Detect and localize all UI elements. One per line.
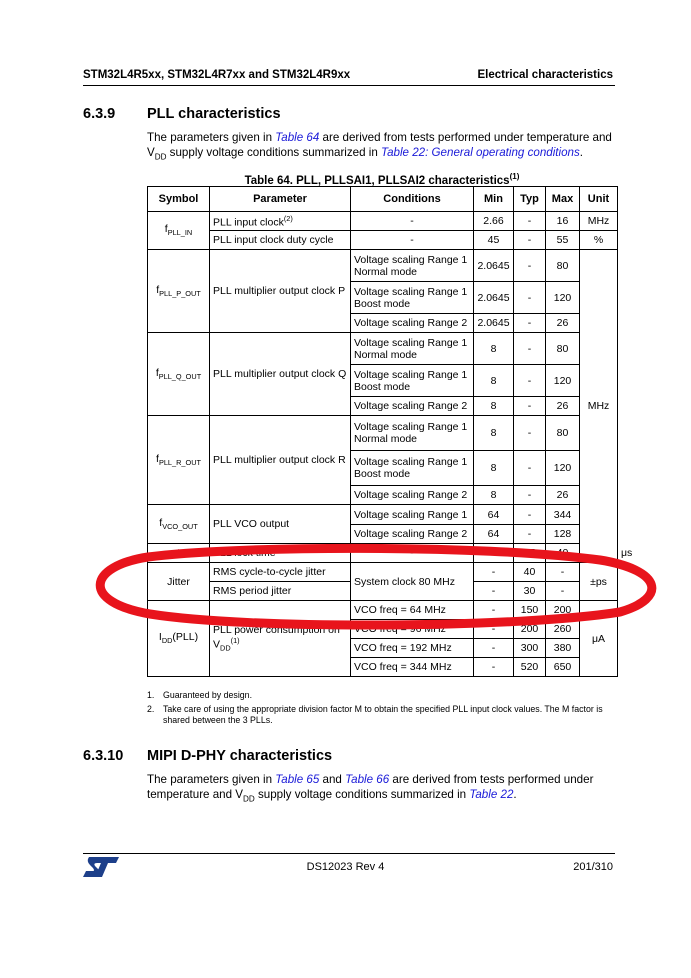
min-cell: - bbox=[474, 601, 514, 620]
typ-cell: - bbox=[514, 416, 546, 451]
min-cell: - bbox=[474, 582, 514, 601]
conditions-cell: - bbox=[351, 231, 474, 250]
symbol-sub: PLL_R_OUT bbox=[158, 458, 201, 468]
parameter-text: PLL input clock bbox=[213, 216, 284, 229]
text: . bbox=[513, 788, 517, 801]
unit-cell: % bbox=[580, 231, 618, 250]
caption-footnote: (1) bbox=[509, 172, 520, 181]
parameter-cell: PLL multiplier output clock R bbox=[210, 416, 351, 505]
symbol-cell bbox=[148, 333, 210, 416]
parameter-cell bbox=[210, 212, 351, 231]
typ-cell: - bbox=[514, 231, 546, 250]
max-cell: 200 bbox=[546, 601, 580, 620]
conditions-cell: Voltage scaling Range 2 bbox=[351, 314, 474, 333]
typ-cell: - bbox=[514, 314, 546, 333]
max-cell: 26 bbox=[546, 314, 580, 333]
column-header: Unit bbox=[580, 187, 618, 212]
conditions-cell bbox=[351, 365, 474, 397]
column-header: Symbol bbox=[148, 187, 210, 212]
footnotes bbox=[147, 690, 617, 729]
column-header: Typ bbox=[514, 187, 546, 212]
typ-cell: - bbox=[514, 250, 546, 282]
parameter-cell: RMS cycle-to-cycle jitter bbox=[210, 563, 351, 582]
min-cell: 64 bbox=[474, 505, 514, 525]
symbol-sub: DD bbox=[161, 636, 173, 646]
symbol-text: f bbox=[156, 452, 159, 465]
text: are derived from tests performed under temperature and bbox=[319, 131, 612, 144]
table-row bbox=[148, 563, 618, 582]
condition-line: Boost mode bbox=[354, 297, 411, 310]
footnote-text: Guaranteed by design. bbox=[163, 690, 253, 700]
condition-line: Voltage scaling Range 1 bbox=[354, 336, 468, 349]
conditions-cell: - bbox=[351, 212, 474, 231]
section-paragraph bbox=[147, 772, 617, 806]
section-paragraph bbox=[147, 130, 617, 164]
min-cell: - bbox=[474, 620, 514, 639]
conditions-cell: VCO freq = 192 MHz bbox=[351, 639, 474, 658]
min-cell: 45 bbox=[474, 231, 514, 250]
conditions-cell: Voltage scaling Range 1 bbox=[351, 505, 474, 525]
parameter-cell bbox=[210, 601, 351, 677]
conditions-cell: - bbox=[351, 544, 474, 563]
parameter-sub: DD bbox=[220, 643, 231, 653]
parameter-cell: PLL input clock duty cycle bbox=[210, 231, 351, 250]
max-cell: 344 bbox=[546, 505, 580, 525]
table-row bbox=[148, 416, 618, 451]
text: The parameters given in bbox=[147, 131, 276, 144]
typ-cell: 15 bbox=[514, 544, 546, 563]
footnote-text: Take care of using the appropriate division factor M to obtain the specified PLL input clock values. The M factor is shared between the 3 PLLs. bbox=[163, 704, 603, 725]
max-cell: 80 bbox=[546, 250, 580, 282]
min-cell: 8 bbox=[474, 365, 514, 397]
typ-cell: 150 bbox=[514, 601, 546, 620]
footnote-number: 1. bbox=[147, 690, 155, 700]
min-cell: 2.0645 bbox=[474, 314, 514, 333]
typ-cell: - bbox=[514, 505, 546, 525]
symbol-text: f bbox=[155, 366, 159, 379]
max-cell: - bbox=[546, 563, 580, 582]
section-title: PLL characteristics bbox=[147, 106, 281, 122]
max-cell: 380 bbox=[546, 639, 580, 658]
symbol-cell bbox=[148, 250, 210, 333]
max-cell: 40 bbox=[546, 544, 580, 563]
column-header: Max bbox=[546, 187, 580, 212]
parameter-cell: PLL lock time bbox=[210, 544, 351, 563]
parameter-cell: PLL VCO output bbox=[210, 505, 351, 544]
typ-cell: - bbox=[514, 451, 546, 486]
table-row bbox=[148, 250, 618, 282]
section-title: MIPI D-PHY characteristics bbox=[147, 748, 333, 764]
symbol-cell bbox=[148, 212, 210, 250]
conditions-cell bbox=[351, 250, 474, 282]
condition-line: Voltage scaling Range 1 bbox=[354, 368, 468, 381]
pll-characteristics-table bbox=[147, 186, 633, 677]
table-row bbox=[148, 601, 618, 620]
parameter-cell: RMS period jitter bbox=[210, 582, 351, 601]
footer-page-number: 201/310 bbox=[573, 861, 613, 873]
column-header: Parameter bbox=[210, 187, 351, 212]
symbol-cell: Jitter bbox=[148, 563, 210, 601]
conditions-cell bbox=[351, 451, 474, 486]
condition-line: Normal mode bbox=[354, 433, 418, 445]
text: V bbox=[147, 146, 155, 159]
text: . bbox=[579, 146, 584, 159]
column-header: Conditions bbox=[351, 187, 474, 212]
min-cell: 2.0645 bbox=[474, 250, 514, 282]
conditions-cell: VCO freq = 64 MHz bbox=[351, 601, 474, 620]
condition-line: Boost mode bbox=[354, 380, 411, 393]
section-number: 6.3.10 bbox=[83, 748, 124, 764]
max-cell: 128 bbox=[546, 525, 580, 544]
unit-cell: MHz bbox=[580, 212, 618, 231]
text: DD bbox=[243, 794, 255, 804]
symbol-sub: VCO_OUT bbox=[162, 522, 198, 532]
symbol-text: f bbox=[164, 223, 168, 236]
unit-cell: μA bbox=[580, 601, 618, 677]
symbol-text: f bbox=[159, 516, 163, 529]
symbol-cell: t bbox=[148, 544, 210, 563]
max-cell: 26 bbox=[546, 486, 580, 505]
text: are derived from tests performed under temperature and bbox=[147, 773, 594, 801]
typ-cell: - bbox=[514, 525, 546, 544]
symbol-text: I bbox=[158, 631, 162, 644]
typ-cell: 30 bbox=[514, 582, 546, 601]
table-row bbox=[148, 505, 618, 525]
condition-line: Boost mode bbox=[354, 468, 411, 480]
min-cell: - bbox=[474, 639, 514, 658]
text: DD bbox=[154, 152, 167, 162]
min-cell: - bbox=[474, 658, 514, 677]
max-cell: 120 bbox=[546, 365, 580, 397]
symbol-sub: PLL_IN bbox=[167, 228, 193, 238]
section-number: 6.3.9 bbox=[83, 106, 116, 122]
symbol-text: f bbox=[156, 283, 160, 296]
conditions-cell: Voltage scaling Range 2 bbox=[351, 525, 474, 544]
max-cell: 80 bbox=[546, 333, 580, 365]
table-link[interactable]: Table 65 bbox=[275, 773, 320, 786]
min-cell: 8 bbox=[474, 451, 514, 486]
unit-cell: MHz bbox=[580, 250, 618, 563]
conditions-cell: System clock 80 MHz bbox=[351, 563, 474, 601]
condition-line: Voltage scaling Range 1 bbox=[354, 456, 468, 468]
typ-cell: 200 bbox=[514, 620, 546, 639]
parameter-text: PLL power consumption on bbox=[213, 624, 340, 637]
max-cell: - bbox=[546, 582, 580, 601]
page-header-left: STM32L4R5xx, STM32L4R7xx and STM32L4R9xx bbox=[83, 69, 351, 81]
min-cell: 8 bbox=[474, 333, 514, 365]
table-link[interactable]: Table 22 bbox=[469, 788, 514, 801]
max-cell: 80 bbox=[546, 416, 580, 451]
text: supply voltage conditions summarized in bbox=[254, 788, 470, 801]
symbol-cell bbox=[148, 505, 210, 544]
text: and bbox=[319, 773, 346, 786]
conditions-cell: VCO freq = 344 MHz bbox=[351, 658, 474, 677]
table-row bbox=[148, 333, 618, 365]
condition-line: Voltage scaling Range 1 bbox=[354, 253, 468, 266]
typ-cell: - bbox=[514, 365, 546, 397]
header-rule bbox=[83, 85, 615, 86]
text: V bbox=[235, 788, 244, 801]
parameter-cell: PLL multiplier output clock P bbox=[210, 250, 351, 333]
typ-cell: - bbox=[514, 333, 546, 365]
table-header-row bbox=[148, 187, 618, 212]
footer-doc-id: DS12023 Rev 4 bbox=[306, 861, 385, 873]
max-cell: 650 bbox=[546, 658, 580, 677]
min-cell: - bbox=[474, 544, 514, 563]
table-row bbox=[148, 212, 618, 231]
typ-cell: - bbox=[514, 282, 546, 314]
conditions-cell bbox=[351, 282, 474, 314]
table-row bbox=[148, 231, 618, 250]
max-cell: 16 bbox=[546, 212, 580, 231]
table-link[interactable]: Table 66 bbox=[345, 773, 390, 786]
min-cell: 8 bbox=[474, 486, 514, 505]
conditions-cell: Voltage scaling Range 2 bbox=[351, 397, 474, 416]
parameter-text: V bbox=[213, 638, 221, 651]
typ-cell: 300 bbox=[514, 639, 546, 658]
min-cell: 8 bbox=[474, 416, 514, 451]
condition-line: Normal mode bbox=[354, 348, 418, 361]
table-link[interactable]: Table 64 bbox=[275, 131, 320, 144]
symbol-sub: PLL_P_OUT bbox=[159, 289, 201, 299]
condition-line: Voltage scaling Range 1 bbox=[354, 421, 468, 433]
footnote bbox=[147, 704, 617, 726]
table-link[interactable]: Table 22: General operating conditions bbox=[381, 146, 580, 159]
page-header-right: Electrical characteristics bbox=[477, 69, 613, 81]
typ-cell: 520 bbox=[514, 658, 546, 677]
parameter-footnote: (1) bbox=[230, 636, 240, 646]
max-cell: 260 bbox=[546, 620, 580, 639]
max-cell: 26 bbox=[546, 397, 580, 416]
min-cell: 2.0645 bbox=[474, 282, 514, 314]
text: supply voltage conditions summarized in bbox=[166, 146, 382, 159]
max-cell: 120 bbox=[546, 451, 580, 486]
typ-cell: - bbox=[514, 486, 546, 505]
typ-cell: - bbox=[514, 212, 546, 231]
conditions-cell: VCO freq = 96 MHz bbox=[351, 620, 474, 639]
unit-cell: ±ps bbox=[580, 563, 618, 601]
conditions-cell: Voltage scaling Range 2 bbox=[351, 486, 474, 505]
footnote-number: 2. bbox=[147, 704, 155, 714]
conditions-cell bbox=[351, 333, 474, 365]
min-cell: 8 bbox=[474, 397, 514, 416]
condition-line: Voltage scaling Range 1 bbox=[354, 285, 468, 298]
symbol-cell bbox=[148, 601, 210, 677]
typ-cell: 40 bbox=[514, 563, 546, 582]
symbol-text: (PLL) bbox=[172, 631, 199, 644]
text: The parameters given in bbox=[147, 773, 276, 786]
min-cell: 2.66 bbox=[474, 212, 514, 231]
footnote bbox=[147, 690, 617, 701]
typ-cell: - bbox=[514, 397, 546, 416]
table-row: t PLL lock time - - 15 40 μs bbox=[148, 544, 618, 563]
condition-line: Normal mode bbox=[354, 265, 418, 278]
caption-text: Table 64. PLL, PLLSAI1, PLLSAI2 characteristics bbox=[244, 174, 510, 187]
footer-rule bbox=[83, 853, 615, 854]
min-cell: 64 bbox=[474, 525, 514, 544]
conditions-cell bbox=[351, 416, 474, 451]
parameter-cell: PLL multiplier output clock Q bbox=[210, 333, 351, 416]
max-cell: 55 bbox=[546, 231, 580, 250]
symbol-cell bbox=[148, 416, 210, 505]
min-cell: - bbox=[474, 563, 514, 582]
table-caption bbox=[147, 172, 617, 187]
column-header: Min bbox=[474, 187, 514, 212]
parameter-footnote: (2) bbox=[283, 213, 293, 223]
max-cell: 120 bbox=[546, 282, 580, 314]
symbol-sub: PLL_Q_OUT bbox=[158, 372, 202, 382]
